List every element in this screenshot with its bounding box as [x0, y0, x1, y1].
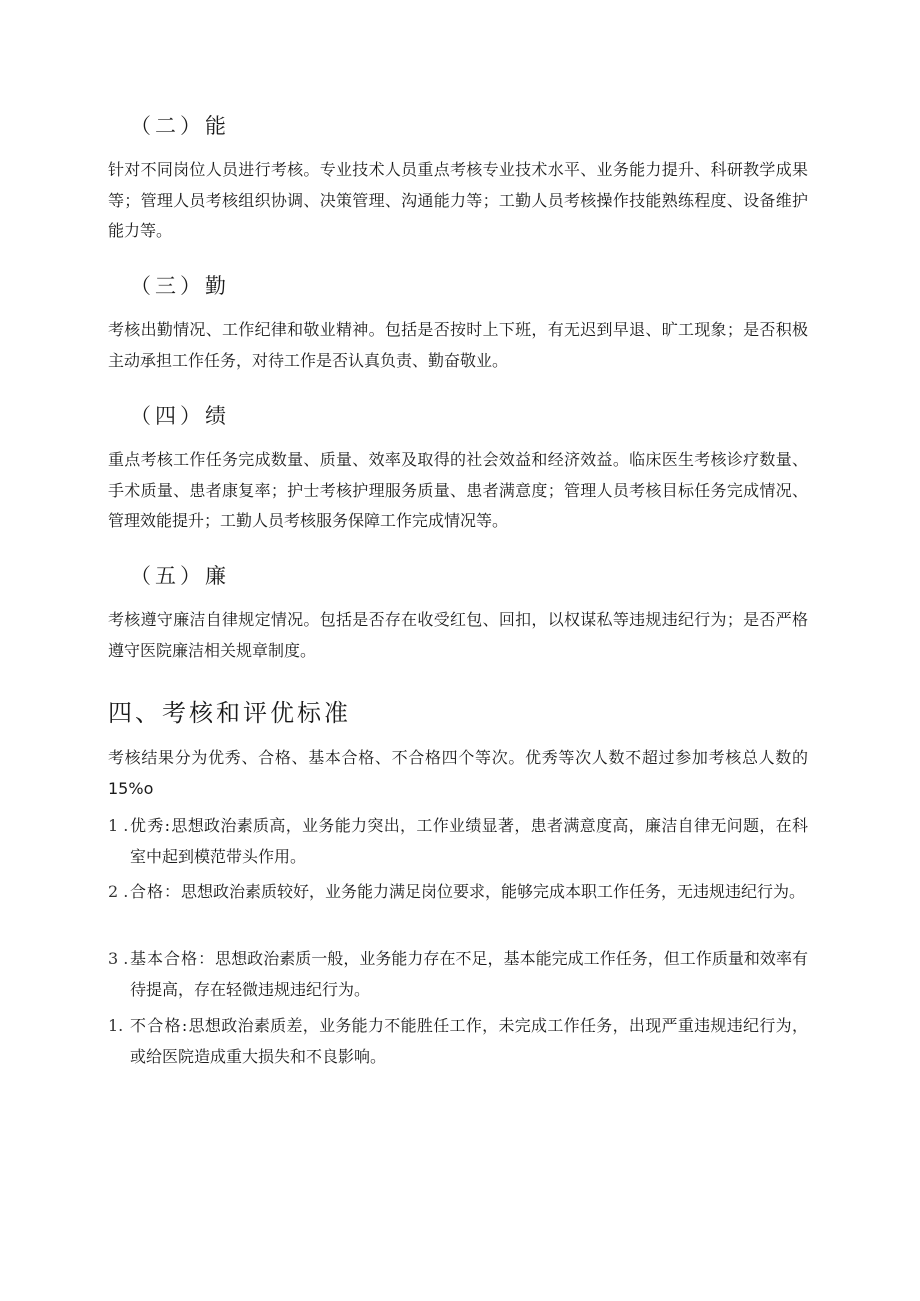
section-heading-ability: （二）能 [130, 114, 230, 138]
section-heading-integrity: （五）廉 [130, 564, 230, 588]
list-item-body [130, 877, 808, 908]
section-text-diligence: 考核出勤情况、工作纪律和敬业精神。包括是否按时上下班，有无迟到早退、旷工现象；是否积极主动承担工作任务，对待工作是否认真负责、勤奋敬业。 [108, 320, 808, 370]
section-text-performance: 重点考核工作任务完成数量、质量、效率及取得的社会效益和经济效益。临床医生考核诊疗数量、手术质量、患者康复率；护士考核护理服务质量、患者满意度；管理人员考核目标任务完成情况、管理效能提升；工勤人员考核服务保障工作完成情况等。 [108, 450, 808, 530]
list-item-excellent [108, 811, 808, 872]
list-item-label: 优秀: [130, 816, 172, 835]
list-item-number: 1 . [108, 816, 129, 835]
list-item-text: 思想政治素质较好，业务能力满足岗位要求，能够完成本职工作任务，无违规违纪行为。 [181, 882, 806, 901]
list-item-body [130, 1011, 808, 1072]
part-four-intro: 考核结果分为优秀、合格、基本合格、不合格四个等次。优秀等次人数不超过参加考核总人数的15%o [108, 748, 808, 798]
part-four-heading: 四、考核和评优标准 [108, 699, 351, 727]
list-item-text: 思想政治素质差，业务能力不能胜任工作，未完成工作任务，出现严重违规违纪行为，或给医院造成重大损失和不良影响。 [130, 1016, 808, 1066]
list-item-body [130, 811, 808, 872]
list-item-qualified [108, 877, 808, 908]
list-item-label: 不合格: [130, 1016, 189, 1035]
section-heading-diligence: （三）勤 [130, 274, 230, 298]
list-item-text: 思想政治素质高，业务能力突出，工作业绩显著，患者满意度高，廉洁自律无问题，在科室中起到模范带头作用。 [130, 816, 808, 866]
list-item-text: 思想政治素质一般，业务能力存在不足，基本能完成工作任务，但工作质量和效率有待提高，存在轻微违规违纪行为。 [130, 949, 808, 999]
list-item-basically-qualified [108, 944, 808, 1005]
list-item-number: 3 . [108, 949, 129, 968]
list-item-label: 合格： [130, 882, 182, 901]
list-item-body [130, 944, 808, 1005]
list-item-number: 2 . [108, 882, 129, 901]
list-item-unqualified [108, 1011, 808, 1072]
section-heading-performance: （四）绩 [130, 404, 230, 428]
section-text-ability: 针对不同岗位人员进行考核。专业技术人员重点考核专业技术水平、业务能力提升、科研教学成果等；管理人员考核组织协调、决策管理、沟通能力等；工勤人员考核操作技能熟练程度、设备维护能力等。 [108, 160, 808, 240]
section-text-integrity: 考核遵守廉洁自律规定情况。包括是否存在收受红包、回扣，以权谋私等违规违纪行为；是否严格遵守医院廉洁相关规章制度。 [108, 610, 808, 660]
list-item-number: 1. [108, 1016, 124, 1035]
list-item-label: 基本合格： [130, 949, 216, 968]
